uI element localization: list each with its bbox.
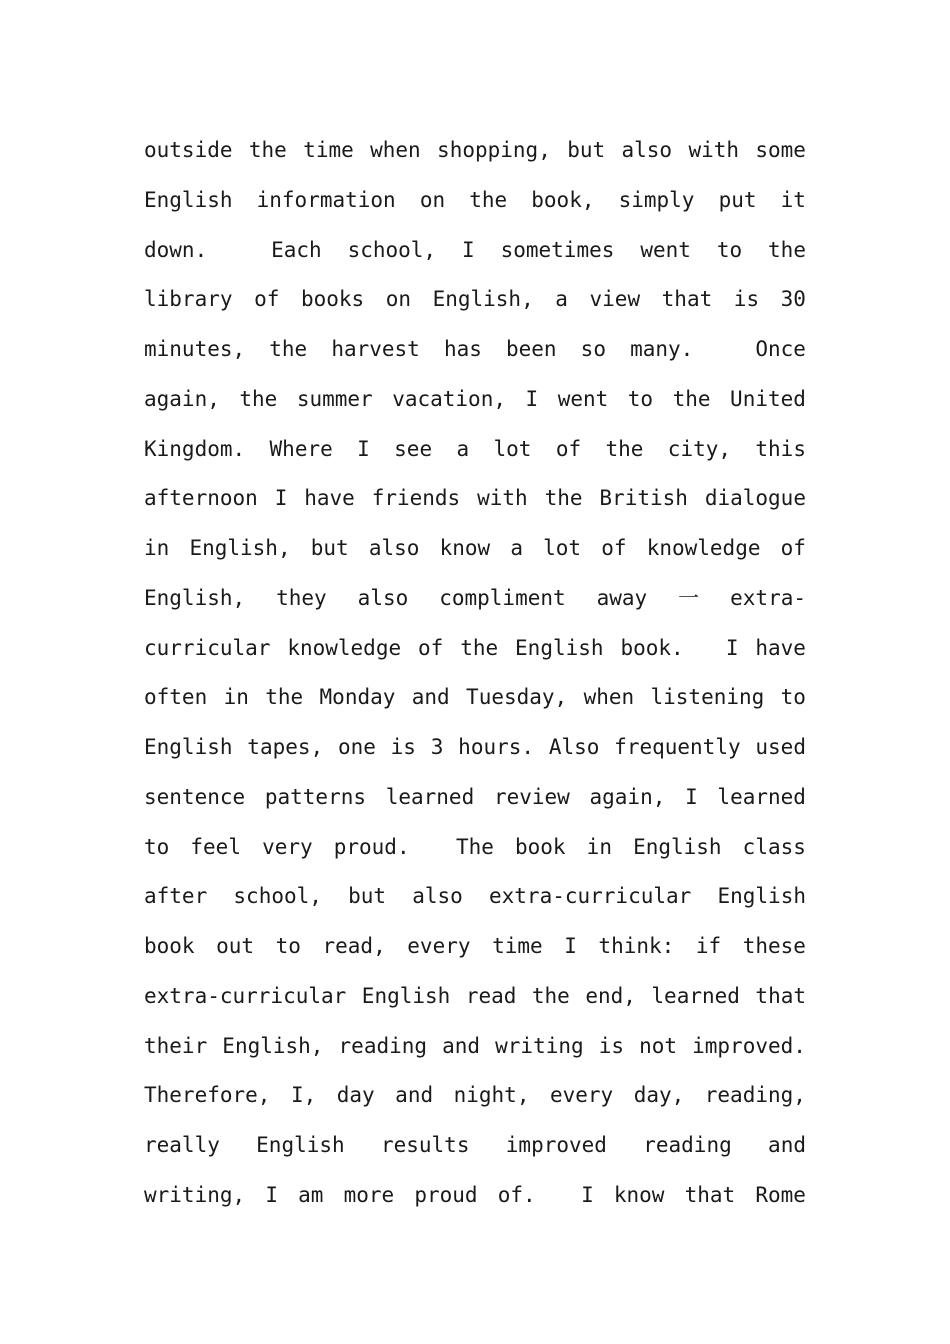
word: harvest bbox=[331, 337, 420, 361]
word: simply bbox=[618, 187, 695, 212]
word: the bbox=[460, 635, 499, 660]
word: English bbox=[144, 187, 233, 212]
text-line bbox=[144, 872, 806, 922]
word: feel bbox=[190, 834, 241, 859]
text-line bbox=[144, 673, 806, 723]
word: English bbox=[256, 1133, 345, 1157]
word: review bbox=[493, 784, 570, 809]
word: I bbox=[274, 486, 288, 511]
word: many. bbox=[630, 337, 694, 361]
word: with bbox=[477, 486, 528, 511]
word: of bbox=[601, 536, 627, 560]
word: to bbox=[275, 934, 301, 958]
word: if bbox=[695, 934, 722, 958]
word: shopping, bbox=[437, 138, 551, 162]
word: am bbox=[298, 1182, 324, 1207]
text-line bbox=[144, 474, 806, 524]
word: after bbox=[144, 884, 208, 909]
word: results bbox=[380, 1133, 470, 1157]
word: I bbox=[685, 784, 698, 809]
word: is bbox=[598, 1033, 625, 1058]
word: library bbox=[144, 287, 233, 312]
word: read bbox=[465, 983, 517, 1008]
word: English, bbox=[144, 585, 246, 610]
word: I bbox=[525, 386, 539, 411]
word: the bbox=[469, 187, 508, 212]
word: and bbox=[411, 685, 450, 710]
word: information bbox=[256, 187, 396, 212]
text-line bbox=[144, 325, 806, 375]
text-line bbox=[144, 922, 806, 972]
word: English, bbox=[189, 536, 291, 560]
word: English bbox=[633, 834, 722, 859]
word: every bbox=[407, 934, 471, 958]
word: the bbox=[269, 337, 308, 361]
word: not bbox=[639, 1033, 678, 1058]
word: minutes, bbox=[144, 337, 246, 361]
text-line bbox=[144, 773, 806, 823]
text-line bbox=[144, 275, 806, 325]
word: put bbox=[718, 187, 757, 212]
word: has bbox=[443, 337, 482, 361]
text-line bbox=[144, 1171, 806, 1221]
word: and bbox=[395, 1083, 434, 1108]
word: and bbox=[442, 1033, 481, 1058]
text-line bbox=[144, 624, 806, 674]
word: English bbox=[717, 884, 806, 909]
word: United bbox=[730, 386, 806, 411]
word: have bbox=[755, 635, 806, 660]
word: on bbox=[385, 287, 412, 312]
word: proud. bbox=[333, 834, 410, 859]
word: the bbox=[672, 386, 711, 411]
word: also bbox=[357, 585, 409, 610]
word: one bbox=[337, 735, 376, 759]
word: improved. bbox=[692, 1033, 806, 1058]
word: but bbox=[310, 536, 349, 560]
word: went bbox=[640, 237, 691, 262]
text-line bbox=[144, 176, 806, 226]
word: think: bbox=[598, 934, 675, 958]
word: I bbox=[555, 1182, 594, 1207]
word: but bbox=[567, 138, 606, 162]
word: that bbox=[684, 1182, 736, 1207]
word: also bbox=[621, 138, 673, 162]
word: afternoon bbox=[144, 486, 258, 511]
word: compliment bbox=[439, 585, 566, 610]
word: patterns bbox=[264, 784, 367, 809]
word: down. bbox=[144, 237, 208, 262]
word: sentence bbox=[144, 784, 246, 809]
word: also bbox=[368, 536, 420, 560]
word: 3 bbox=[430, 735, 444, 759]
word: of bbox=[780, 536, 806, 560]
text-line bbox=[144, 972, 806, 1022]
word: night, bbox=[453, 1083, 530, 1108]
word: 一 bbox=[678, 585, 700, 610]
word: I bbox=[357, 436, 370, 461]
word: have bbox=[304, 486, 355, 511]
word: learned bbox=[717, 784, 806, 809]
word: lot bbox=[543, 536, 582, 560]
word: book, bbox=[531, 187, 595, 212]
word: proud bbox=[414, 1182, 478, 1207]
word: British bbox=[599, 486, 688, 511]
word: improved bbox=[505, 1133, 607, 1157]
word: vacation, bbox=[392, 386, 506, 411]
word: read, bbox=[322, 934, 386, 958]
word: been bbox=[505, 337, 557, 361]
word: I bbox=[564, 934, 577, 958]
word: I, bbox=[290, 1083, 317, 1108]
word: outside bbox=[144, 138, 233, 162]
text-line bbox=[144, 226, 806, 276]
word: 30 bbox=[780, 287, 806, 312]
word: learned bbox=[651, 983, 740, 1008]
word: curricular bbox=[144, 635, 271, 660]
word: time bbox=[492, 934, 543, 958]
word: extra- bbox=[730, 585, 806, 610]
word: went bbox=[557, 386, 609, 411]
word: to bbox=[716, 237, 743, 262]
word: these bbox=[742, 934, 806, 958]
word: reading bbox=[338, 1033, 428, 1058]
word: frequently bbox=[614, 735, 741, 759]
word: time bbox=[303, 138, 354, 162]
word: used bbox=[755, 735, 806, 759]
word: book bbox=[144, 934, 195, 958]
text-line bbox=[144, 823, 806, 873]
word: books bbox=[300, 287, 365, 312]
word: reading bbox=[643, 1133, 732, 1157]
word: book bbox=[515, 834, 566, 859]
word: knowledge bbox=[287, 635, 402, 660]
word: often bbox=[144, 685, 208, 710]
word: it bbox=[780, 187, 806, 212]
word: of bbox=[254, 287, 280, 312]
word: and bbox=[768, 1133, 806, 1157]
word: is bbox=[733, 287, 760, 312]
word: knowledge bbox=[646, 536, 761, 560]
word: Where bbox=[269, 436, 333, 461]
word: away bbox=[596, 585, 648, 610]
word: view bbox=[589, 287, 641, 312]
word: I bbox=[265, 1182, 278, 1207]
word: day, bbox=[633, 1083, 685, 1108]
word: when bbox=[370, 138, 421, 162]
text-line bbox=[144, 574, 806, 624]
word: hours. bbox=[458, 735, 535, 759]
word: that bbox=[661, 287, 713, 312]
word: of. bbox=[497, 1182, 536, 1207]
word: in bbox=[586, 834, 612, 859]
text-line bbox=[144, 723, 806, 773]
text-line bbox=[144, 425, 806, 475]
word: English, bbox=[432, 287, 534, 312]
word: extra-curricular bbox=[489, 884, 692, 909]
word: Therefore, bbox=[144, 1083, 271, 1108]
word: Monday bbox=[319, 685, 396, 710]
word: day bbox=[336, 1083, 375, 1108]
word: the bbox=[248, 138, 287, 162]
word: end, bbox=[585, 983, 636, 1008]
word: of bbox=[418, 635, 444, 660]
text-line bbox=[144, 1071, 806, 1121]
text-line bbox=[144, 1022, 806, 1072]
word: the bbox=[768, 237, 806, 262]
word: a bbox=[555, 287, 568, 312]
text-line bbox=[144, 126, 806, 176]
word: book. bbox=[620, 635, 684, 660]
word: tapes, bbox=[247, 735, 324, 759]
text-line bbox=[144, 524, 806, 574]
word: writing bbox=[495, 1033, 584, 1058]
word: lot bbox=[493, 436, 532, 461]
word: out bbox=[216, 934, 255, 958]
word: very bbox=[262, 834, 313, 859]
word: their bbox=[144, 1033, 208, 1058]
word: Rome bbox=[755, 1182, 806, 1207]
word: this bbox=[755, 436, 806, 461]
word: I bbox=[462, 237, 475, 262]
word: The bbox=[430, 834, 494, 859]
word: class bbox=[742, 834, 806, 859]
word: the bbox=[544, 486, 583, 511]
word: sometimes bbox=[500, 237, 615, 262]
word: dialogue bbox=[704, 486, 806, 511]
word: city, bbox=[667, 436, 732, 461]
word: know bbox=[613, 1182, 665, 1207]
word: they bbox=[276, 585, 327, 610]
word: of bbox=[555, 436, 582, 461]
word: see bbox=[394, 436, 433, 461]
word: on bbox=[419, 187, 446, 212]
word: a bbox=[456, 436, 470, 461]
word: with bbox=[688, 138, 740, 162]
body-text bbox=[144, 126, 806, 1221]
word: really bbox=[144, 1133, 220, 1157]
word: but bbox=[348, 884, 387, 909]
word: in bbox=[144, 536, 170, 560]
word: school, bbox=[233, 884, 322, 909]
word: to bbox=[144, 834, 170, 859]
word: to bbox=[780, 685, 806, 710]
word: learned bbox=[385, 784, 475, 809]
word: Also bbox=[548, 735, 600, 759]
word: that bbox=[755, 983, 806, 1008]
word: Once bbox=[717, 337, 806, 361]
word: writing, bbox=[144, 1182, 246, 1207]
word: every bbox=[549, 1083, 614, 1108]
word: English bbox=[361, 983, 451, 1008]
word: more bbox=[343, 1182, 395, 1207]
word: when bbox=[583, 685, 635, 710]
word: also bbox=[412, 884, 463, 909]
word: a bbox=[510, 536, 523, 560]
word: some bbox=[755, 138, 806, 162]
text-line bbox=[144, 1121, 806, 1171]
word: the bbox=[239, 386, 278, 411]
word: I bbox=[700, 635, 739, 660]
text-line bbox=[144, 375, 806, 425]
word: the bbox=[605, 436, 644, 461]
word: English, bbox=[222, 1033, 324, 1058]
word: reading, bbox=[704, 1083, 806, 1108]
word: know bbox=[439, 536, 491, 560]
word: school, bbox=[347, 237, 437, 262]
word: so bbox=[580, 337, 606, 361]
word: friends bbox=[371, 486, 461, 511]
word: summer bbox=[296, 386, 373, 411]
word: is bbox=[390, 735, 416, 759]
word: Tuesday, bbox=[466, 685, 568, 710]
word: the bbox=[531, 983, 570, 1008]
word: listening bbox=[650, 685, 765, 710]
word: in bbox=[223, 685, 249, 710]
word: Each bbox=[233, 237, 322, 262]
word: to bbox=[627, 386, 654, 411]
word: again, bbox=[144, 386, 220, 411]
word: English bbox=[515, 635, 604, 660]
word: again, bbox=[589, 784, 666, 809]
word: extra-curricular bbox=[144, 983, 347, 1008]
word: Kingdom. bbox=[144, 436, 246, 461]
word: English bbox=[144, 735, 233, 759]
word: the bbox=[265, 685, 304, 710]
